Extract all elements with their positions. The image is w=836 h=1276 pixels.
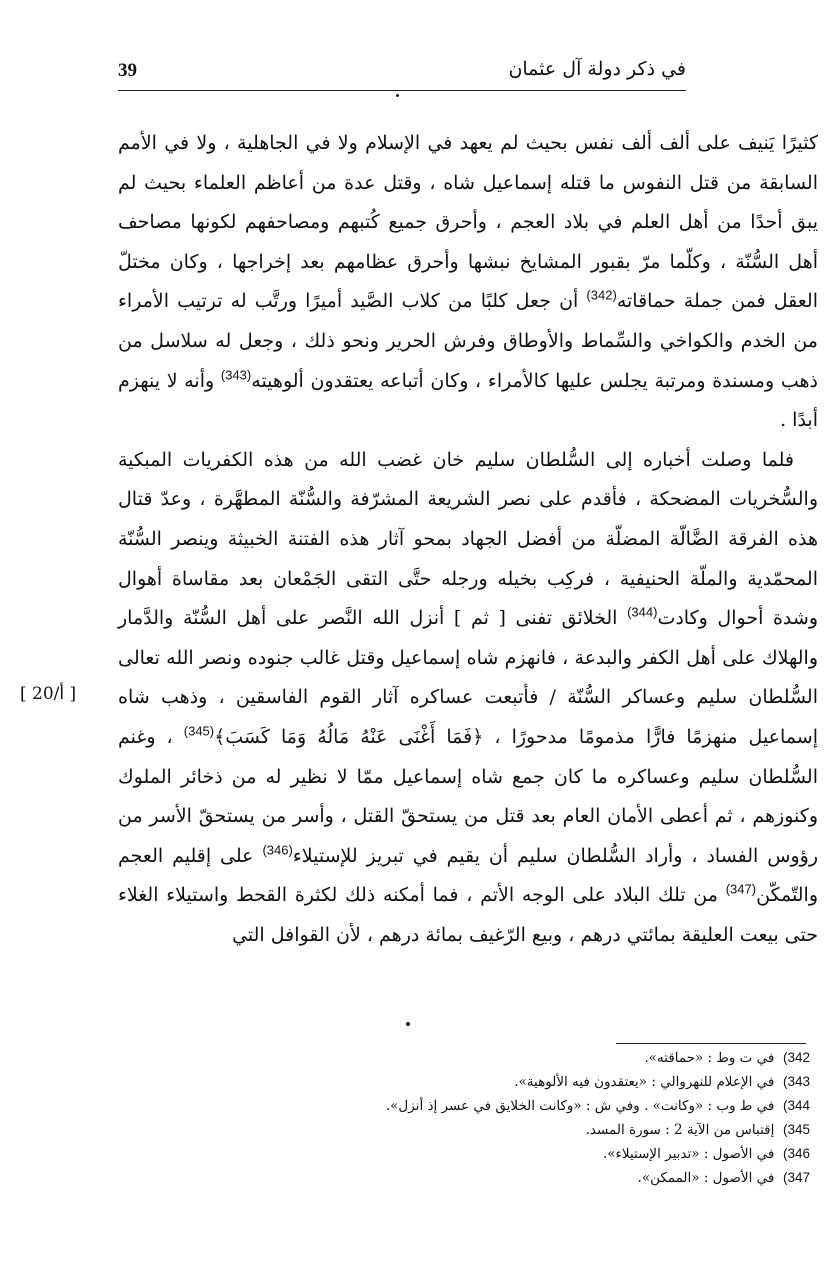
paragraph-2: فلما وصلت أخباره إلى السُّلطان سليم خان غضب الله من هذه الكفريات المبكية والسُّخريات المضحكة ، فأقدم على نصر الشريعة المشرّفة والسُّنّة المطهَّرة ، وعدّ قتال هذه الفرقة الضَّالّة المضلّة من أفضل الجهاد بمحو آثار هذه الفتنة الخبيثة وينصر السُّنّة المحمّدية والملّة الحنيفية ، فركِب بخيله ورجله حتَّى التقى الجَمْعان بعد مقاساة أهوال وشدة أحوال وكادت$^{(344)}$ الخلائق تفنى [ ثم ] أنزل الله النَّصر على أهل السُّنّة والدَّمار والهلاك على أهل الكفر والبدعة ، فانهزم شاه إسماعيل وقتل غالب جنوده ونصر الله تعالى السُّلطان سليم وعساكر السُّنّة / فأتبعت عساكره آثار القوم الفاسقين ، وذهب شاه إسماعيل منهزمًا فارًّا مذمومًا مدحورًا ، ﴿فَمَا أَغْنَى عَنْهُ مَالُهُ وَمَا كَسَبَ﴾$^{(345)}$ ، وغنم السُّلطان سليم وعساكره ما كان جمع شاه إسماعيل ممّا لا نظير له من ذخائر الملوك وكنوزهم ، ثم أعطى الأمان العام بعد قتل من يستحقّ القتل ، وأسر من يستحقّ الأسر من رؤوس الفساد ، وأراد السُّلطان سليم أن يقيم في تبريز للإستيلاء$^{(346)}$ على إقليم العجم والتّمكّن$^{(347)}$ من تلك البلاد على الوجه الأتم ، فما أمكنه ذلك لكثرة القحط واستيلاء الغلاء حتى بيعت العليقة بمائتي درهم ، وبيع الرّغيف بمائة درهم ، لأن القوافل التي [118, 448, 818, 946]
footnotes [250, 1046, 810, 1190]
running-title: في ذكر دولة آل عثمان [508, 58, 686, 80]
footnote-343: 343) في الإعلام للنهروالي : «يعتقدون فيه الألوهية». [514, 1074, 810, 1090]
footnote-ref-347[interactable]: (347) [725, 881, 757, 897]
header-dot [396, 94, 399, 97]
footnote-346: 346) في الأصول : «تدبير الإستيلاء». [603, 1146, 810, 1162]
paragraph-1: كثيرًا يَنيف على ألف ألف نفس بحيث لم يعهد في الإسلام ولا في الجاهلية ، ولا في الأمم السابقة من قتل النفوس ما قتله إسماعيل شاه ، وقتل عدة من أعاظم العلماء بحيث لم يبق أحدًا من أهل العلم في بلاد العجم ، وأحرق جميع كُتبهم ومصاحفهم لكونها مصاحف أهل السُّنّة ، وكلّما مرّ بقبور المشايخ نبشها وأحرق عظامهم بعد إخراجها ، وكان مختلّ العقل فمن جملة حماقاته$^{(342)}$ أن جعل كلبًا من كلاب الصَّيد أميرًا ورتَّب له ترتيب الأمراء من الخدم والكواخي والسِّماط والأوطاق وفرش الحرير ونحو ذلك ، وجعل له سلاسل من ذهب ومسندة ومرتبة يجلس عليها كالأمراء ، وكان أتباعه يعتقدون ألوهيته$^{(343)}$ وأنه لا ينهزم أبدًا . [118, 132, 818, 432]
folio-marginal-note: [ 20/أ ] [20, 684, 77, 704]
footnote-ref-345[interactable]: (345) [183, 723, 215, 739]
footnote-344: 344) في ط وب : «وكانت» . وفي ش : «وكانت الخلايق في عسر إذ أنزل». [385, 1098, 810, 1114]
footnote-ref-343[interactable]: (343) [220, 367, 252, 383]
footnote-rule [616, 1043, 806, 1044]
footnote-ref-342[interactable]: (342) [586, 288, 617, 304]
footnote-347: 347) في الأصول : «الممكن». [637, 1170, 810, 1186]
page-number: 39 [118, 60, 137, 81]
footnote-342: 342) في ت وط : «حماقته». [644, 1050, 810, 1066]
footnote-ref-344[interactable]: (344) [627, 604, 658, 620]
footnote-ref-346[interactable]: (346) [262, 842, 293, 858]
main-text [118, 124, 818, 955]
footnote-345: 345) إقتباس من الآية 2 : سورة المسد. [585, 1122, 810, 1138]
center-dot [406, 1022, 410, 1026]
page-header [118, 58, 686, 91]
